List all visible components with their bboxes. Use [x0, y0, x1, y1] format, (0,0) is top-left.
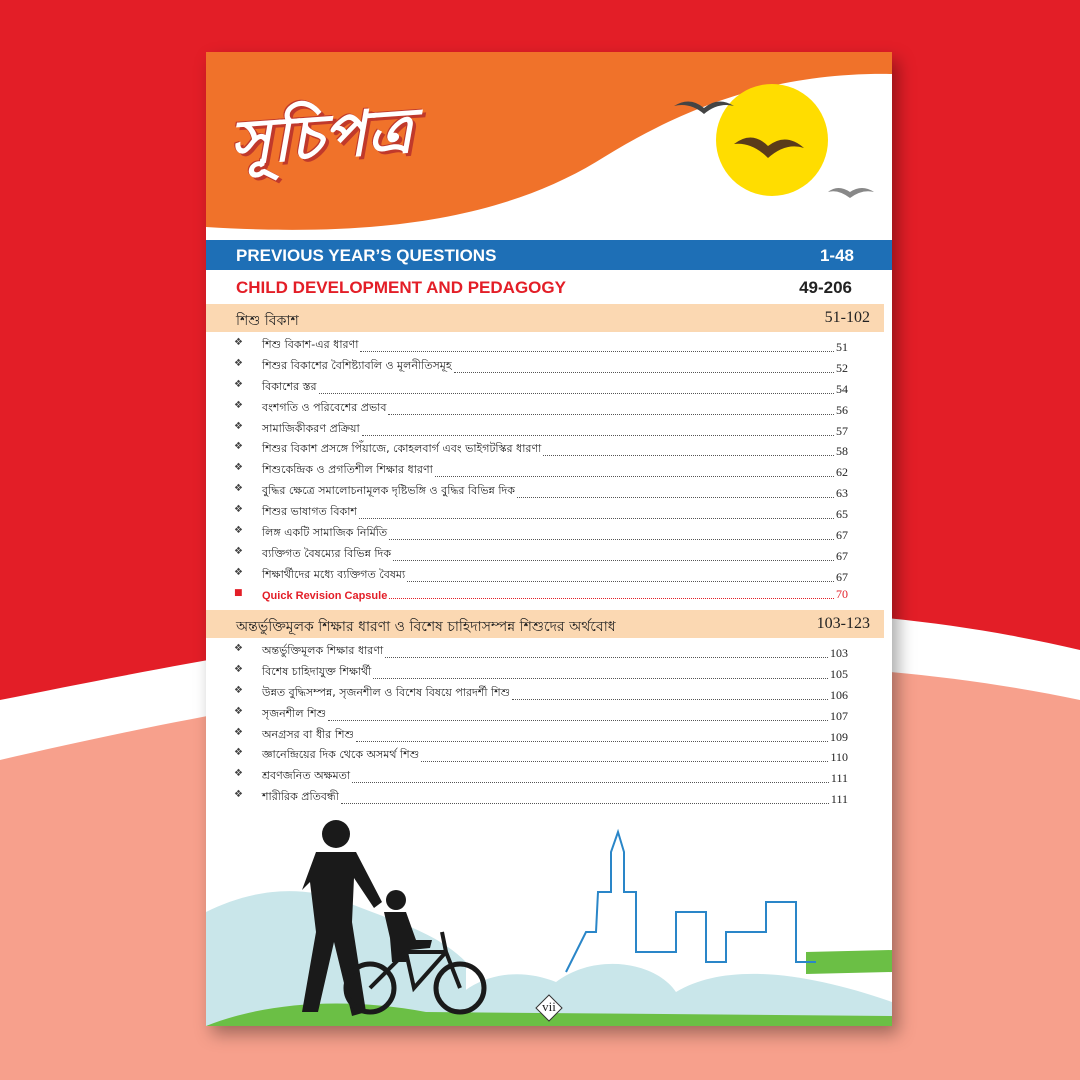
- toc-item-page: 58: [836, 444, 848, 459]
- toc-item-page: 51: [836, 340, 848, 354]
- toc-item-label: বিকাশের স্তর: [262, 379, 317, 393]
- page-title: সূচিপত্র: [227, 93, 416, 180]
- toc-item-label: উন্নত বুদ্ধিসম্পন্ন, সৃজনশীল ও বিশেষ বিষয়ে পারদর্শী শিশু: [262, 685, 511, 699]
- toc-item[interactable]: [234, 640, 848, 661]
- section-band-previous-year: [206, 240, 892, 270]
- toc-item-label: অনগ্রসর বা ধীর শিশু: [262, 727, 354, 741]
- toc-item[interactable]: [234, 355, 848, 376]
- toc-item-page: 67: [836, 528, 848, 543]
- toc-item-label: শারীরিক প্রতিবন্ধী: [262, 790, 339, 804]
- toc-item-label: বুদ্ধির ক্ষেত্রে সমালোচনামূলক দৃষ্টিভঙ্গি ও বুদ্ধির বিভিন্ন দিক: [262, 484, 515, 498]
- toc-item[interactable]: [234, 376, 848, 397]
- dot-leader: [352, 782, 829, 783]
- toc-item-page: 105: [830, 666, 848, 681]
- toc-item[interactable]: [234, 564, 848, 585]
- diamond-bullet-icon: ❖: [234, 566, 243, 578]
- dot-leader: [393, 560, 834, 561]
- diamond-bullet-icon: ❖: [234, 789, 243, 801]
- toc-item-label: শিশুর ভাষাগত বিকাশ: [262, 505, 357, 519]
- toc-item-page: 109: [830, 729, 848, 744]
- section-title: PREVIOUS YEAR’S QUESTIONS: [236, 246, 497, 265]
- dot-leader: [341, 803, 829, 804]
- chapter-band-shishu-bikash: [206, 304, 884, 332]
- toc-list-inclusive: [234, 640, 848, 807]
- diamond-bullet-icon: ❖: [234, 462, 243, 474]
- chapter-band-inclusive: [206, 610, 884, 638]
- toc-item-page: 57: [836, 423, 848, 438]
- diamond-bullet-icon: ❖: [234, 378, 243, 390]
- toc-item-page: 111: [830, 792, 848, 807]
- dot-leader: [356, 741, 828, 742]
- sun-icon: [716, 84, 828, 196]
- diamond-bullet-icon: ❖: [234, 357, 243, 369]
- toc-item-page: 67: [836, 548, 848, 563]
- diamond-bullet-icon: ❖: [234, 726, 243, 738]
- toc-item-page: 65: [836, 507, 848, 522]
- dot-leader: [407, 581, 834, 582]
- section-title: CHILD DEVELOPMENT AND PEDAGOGY: [236, 278, 566, 297]
- toc-item[interactable]: [234, 334, 848, 355]
- toc-item-label: শিশুর বিকাশের বৈশিষ্ট্যাবলি ও মূলনীতিসমূহ: [262, 358, 452, 372]
- toc-item-label: ব্যক্তিগত বৈষম্যের বিভিন্ন দিক: [262, 546, 392, 560]
- toc-item[interactable]: [234, 459, 848, 480]
- dot-leader: [385, 657, 828, 658]
- toc-item-page: 67: [836, 569, 848, 584]
- toc-item-page: 62: [836, 465, 848, 480]
- dot-leader: [517, 497, 834, 498]
- toc-item-label: বিশেষ চাহিদাযুক্ত শিক্ষার্থী: [262, 664, 372, 678]
- square-bullet-icon: ■: [234, 587, 243, 598]
- toc-item[interactable]: [234, 397, 848, 418]
- toc-item[interactable]: [234, 543, 848, 564]
- toc-item-page: 111: [830, 771, 848, 786]
- diamond-bullet-icon: ❖: [234, 483, 243, 495]
- dot-leader: [389, 598, 834, 599]
- toc-item-page: 107: [830, 708, 848, 723]
- toc-item-page: 110: [830, 750, 848, 765]
- toc-item-label: অন্তর্ভুক্তিমূলক শিক্ষার ধারণা: [262, 644, 384, 657]
- page-number-text: vii: [542, 999, 556, 1014]
- toc-item-label: জ্ঞানেন্দ্রিয়ের দিক থেকে অসমর্থ শিশু: [262, 748, 420, 762]
- grass-icon: [806, 950, 892, 974]
- toc-item-quick-revision[interactable]: [234, 585, 848, 606]
- chapter-title: শিশু বিকাশ: [236, 313, 299, 329]
- toc-item[interactable]: [234, 522, 848, 543]
- diamond-bullet-icon: ❖: [234, 663, 243, 675]
- toc-item-label: শিশু বিকাশ-এর ধারণা: [262, 338, 359, 351]
- toc-item-label: শিক্ষার্থীদের মধ্যে ব্যক্তিগত বৈষম্য: [262, 567, 406, 581]
- toc-item-label: শিশুর বিকাশ প্রসঙ্গে পিঁয়াজে, কোহলবার্গ এবং ভাইগটস্কির ধারণা: [262, 442, 542, 456]
- toc-item[interactable]: [234, 418, 848, 439]
- dot-leader: [360, 351, 834, 352]
- toc-item[interactable]: [234, 682, 848, 703]
- toc-item[interactable]: [234, 703, 848, 724]
- diamond-bullet-icon: ❖: [234, 643, 243, 654]
- toc-item[interactable]: [234, 724, 848, 745]
- diamond-bullet-icon: ❖: [234, 504, 243, 516]
- dot-leader: [512, 699, 828, 700]
- diamond-bullet-icon: ❖: [234, 525, 243, 537]
- diamond-bullet-icon: ❖: [234, 441, 243, 453]
- toc-item-page: 52: [836, 360, 848, 375]
- diamond-bullet-icon: ❖: [234, 420, 243, 432]
- bird-icon: [828, 188, 874, 198]
- dot-leader: [328, 720, 828, 721]
- toc-item[interactable]: [234, 438, 848, 459]
- toc-item-label: সৃজনশীল শিশু: [262, 706, 327, 720]
- book-page: [206, 52, 892, 1026]
- chapter-pages: 51-102: [824, 309, 870, 326]
- toc-item-label: বংশগতি ও পরিবেশের প্রভাব: [262, 400, 387, 414]
- toc-list-shishu: [234, 334, 848, 606]
- toc-item-label: শিশুকেন্দ্রিক ও প্রগতিশীল শিক্ষার ধারণা: [262, 463, 433, 477]
- toc-item-label: Quick Revision Capsule: [262, 589, 388, 602]
- diamond-bullet-icon: ❖: [234, 705, 243, 717]
- toc-item-page: 56: [836, 402, 848, 417]
- dot-leader: [373, 678, 828, 679]
- dot-leader: [454, 372, 834, 373]
- dot-leader: [359, 518, 834, 519]
- toc-item-page: 63: [836, 486, 848, 501]
- toc-item-label: সামাজিকীকরণ প্রক্রিয়া: [262, 421, 360, 435]
- diamond-bullet-icon: ❖: [234, 768, 243, 780]
- toc-item-label: লিঙ্গ একটি সামাজিক নির্মিতি: [262, 526, 388, 540]
- section-pages: 49-206: [799, 278, 852, 297]
- dot-leader: [362, 435, 834, 436]
- diamond-bullet-icon: ❖: [234, 684, 243, 696]
- toc-item-label: শ্রবণজনিত অক্ষমতা: [262, 769, 351, 783]
- toc-item[interactable]: [234, 480, 848, 501]
- toc-item-page: 106: [830, 687, 848, 702]
- dot-leader: [543, 455, 834, 456]
- chapter-title: অন্তর্ভুক্তিমূলক শিক্ষার ধারণা ও বিশেষ চাহিদাসম্পন্ন শিশুদের অর্থবোধ: [236, 619, 616, 635]
- dot-leader: [421, 761, 828, 762]
- chapter-pages: 103-123: [816, 615, 870, 632]
- city-skyline-icon: [566, 832, 816, 972]
- diamond-bullet-icon: ❖: [234, 545, 243, 557]
- toc-item[interactable]: [234, 744, 848, 765]
- toc-item-page: 70: [836, 586, 848, 601]
- diamond-bullet-icon: ❖: [234, 337, 243, 348]
- dot-leader: [435, 476, 834, 477]
- toc-item-page: 54: [836, 381, 848, 396]
- dot-leader: [389, 539, 834, 540]
- toc-item[interactable]: [234, 501, 848, 522]
- section-band-child-development: [206, 272, 892, 302]
- dot-leader: [319, 393, 834, 394]
- page-number: [535, 994, 563, 1022]
- toc-item[interactable]: [234, 765, 848, 786]
- diamond-bullet-icon: ❖: [234, 399, 243, 411]
- toc-item-page: 103: [830, 646, 848, 660]
- section-pages: 1-48: [819, 246, 854, 265]
- toc-item[interactable]: [234, 661, 848, 682]
- toc-item[interactable]: [234, 786, 848, 807]
- diamond-bullet-icon: ❖: [234, 747, 243, 759]
- dot-leader: [388, 414, 834, 415]
